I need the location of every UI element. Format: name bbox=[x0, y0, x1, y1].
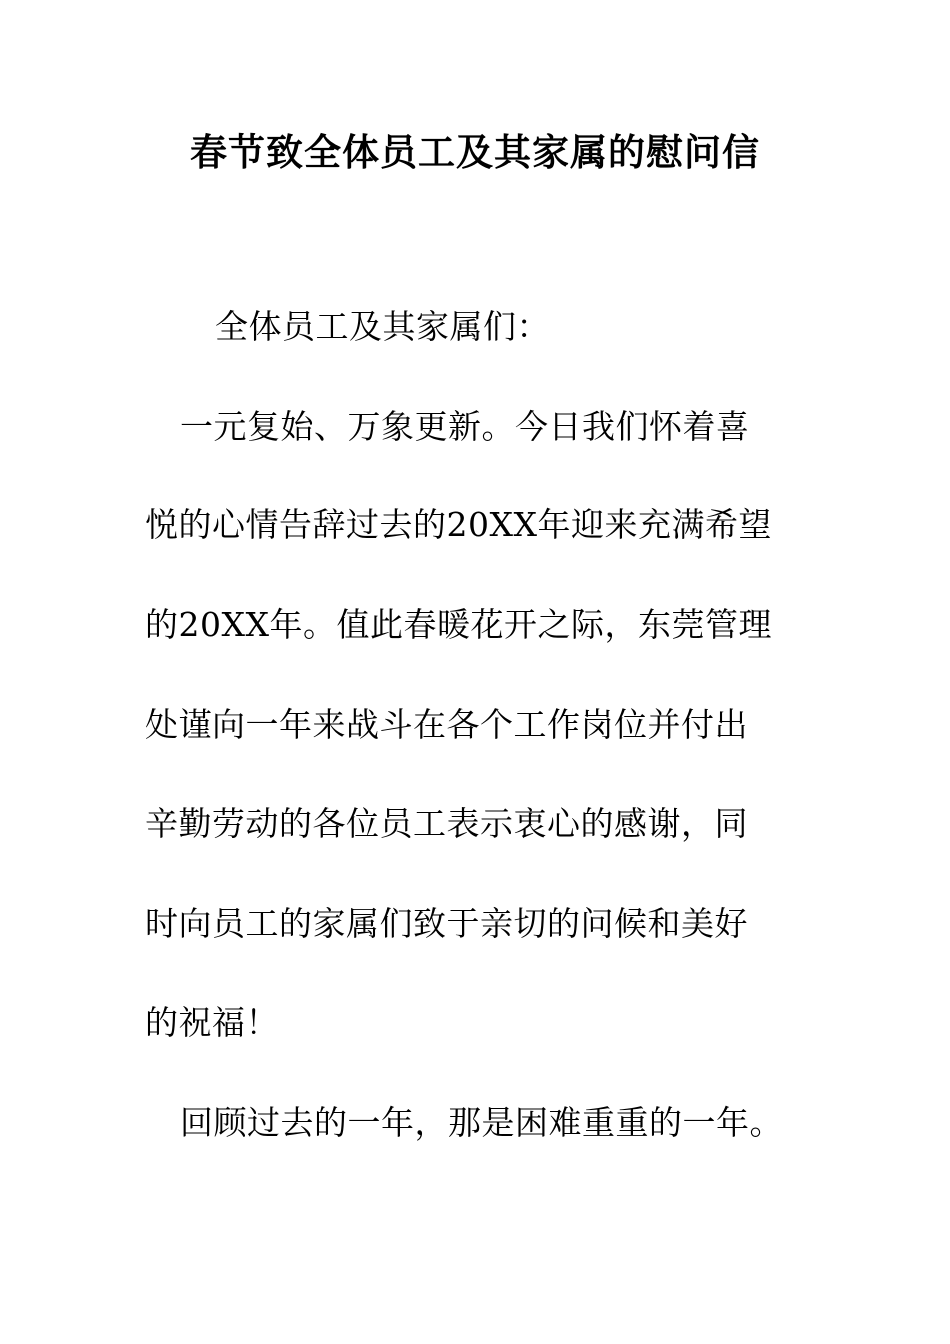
body-line: 悦的心情告辞过去的20XX年迎来充满希望 bbox=[145, 505, 772, 544]
letter-title: 春节致全体员工及其家属的慰问信 bbox=[190, 131, 760, 174]
body-line: 一元复始、万象更新。今日我们怀着喜 bbox=[180, 407, 750, 446]
body-line: 的20XX年。值此春暖花开之际，东莞管理 bbox=[145, 605, 772, 644]
body-line: 的祝福！ bbox=[145, 1003, 279, 1042]
body-line: 辛勤劳动的各位员工表示衷心的感谢，同 bbox=[145, 804, 748, 843]
body-line: 时向员工的家属们致于亲切的问候和美好 bbox=[145, 904, 748, 943]
body-line: 回顾过去的一年，那是困难重重的一年。 bbox=[180, 1103, 783, 1142]
body-line: 处谨向一年来战斗在各个工作岗位并付出 bbox=[145, 705, 748, 744]
salutation: 全体员工及其家属们： bbox=[215, 307, 550, 346]
